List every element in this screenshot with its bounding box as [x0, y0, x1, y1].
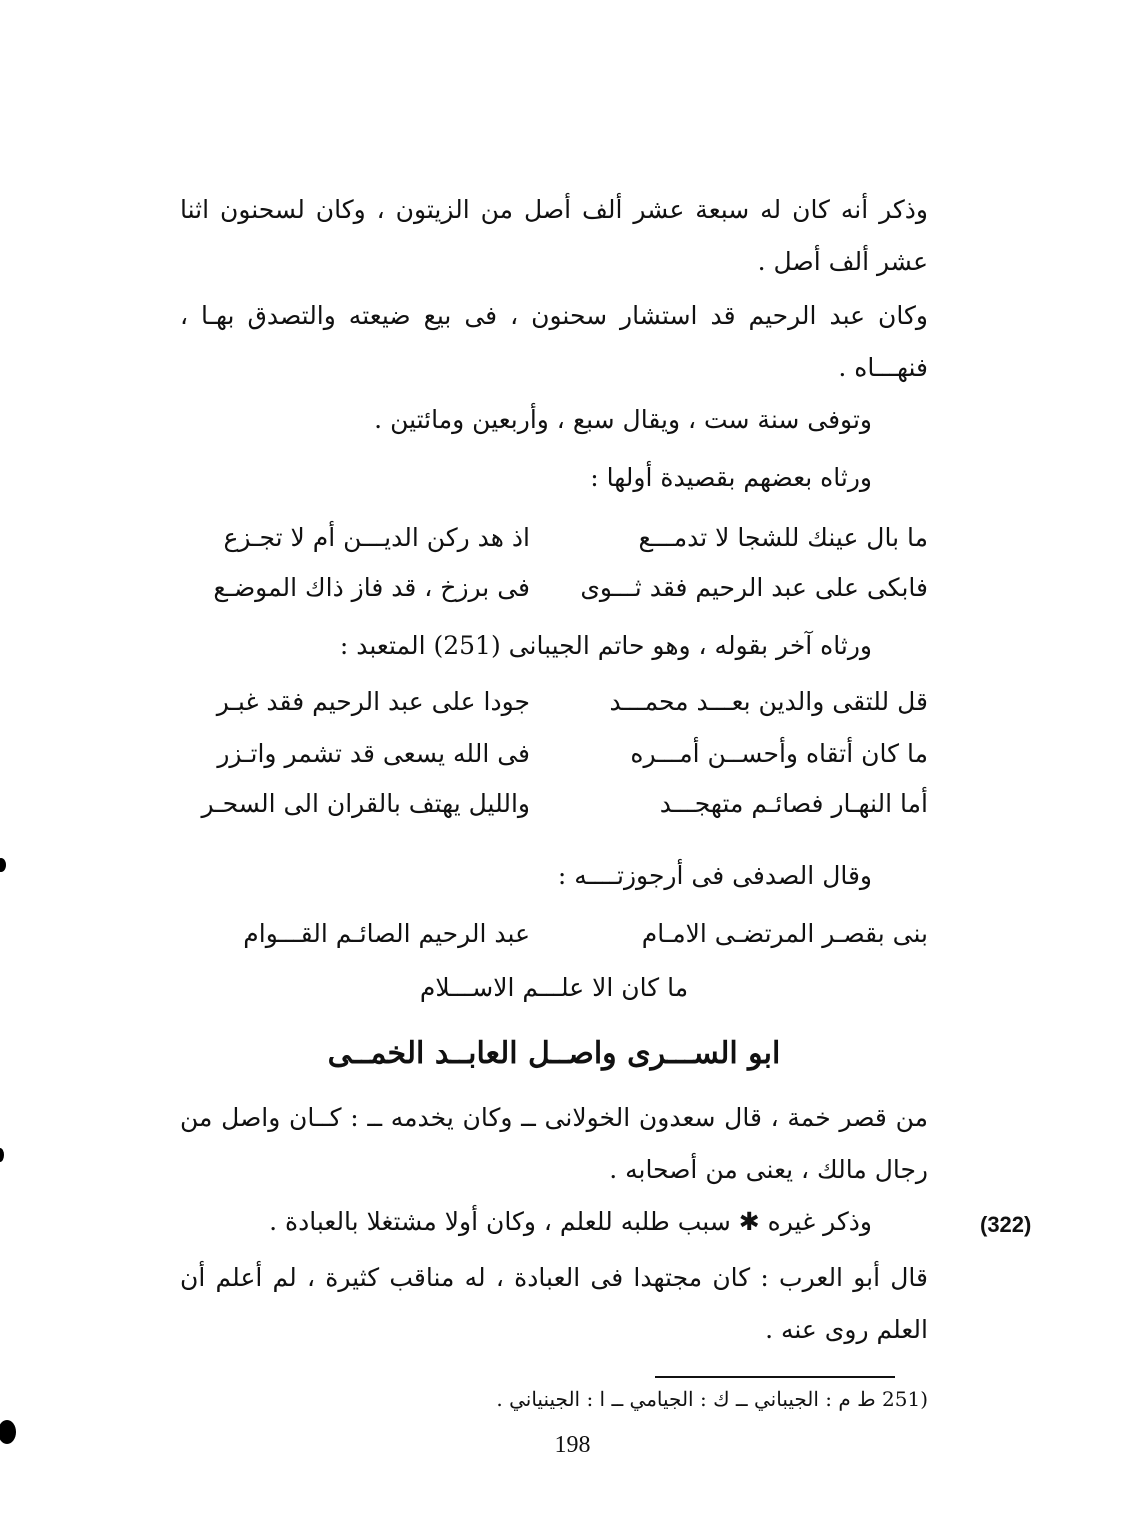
paragraph-4: ورثاه بعضهم بقصيدة أولها : — [590, 463, 872, 492]
verse-second-hemistich: عبد الرحيم الصائـم القـــوام — [243, 919, 530, 948]
scan-mark — [0, 858, 6, 872]
verse-first-hemistich: قل للتقى والدين بعـــد محمـــد — [609, 687, 928, 716]
footnote: (251 ط م : الجيباني ــ ك : الجيامي ــ ا : الجينياني . — [496, 1387, 928, 1411]
paragraph-3: وتوفى سنة ست ، ويقال سبع ، وأربعين ومائتين . — [374, 405, 872, 434]
section-heading: ابو الســـرى واصــل العابــد الخمــى — [327, 1036, 781, 1071]
page-number: 198 — [554, 1432, 591, 1458]
verse-second-hemistich: والليل يهتف بالقران الى السحـر — [201, 789, 530, 818]
scan-mark — [0, 1148, 4, 1162]
footnote-rule — [655, 1376, 895, 1378]
verse-second-hemistich: جودا على عبد الرحيم فقد غبـر — [216, 687, 530, 716]
section-paragraph-3: قال أبو العرب : كان مجتهدا فى العبادة ، له مناقب كثيرة ، لم أعلم أن العلم روى عنه . — [180, 1263, 928, 1344]
paragraph-1: وذكر أنه كان له سبعة عشر ألف أصل من الزيتون ، وكان لسحنون اثنا عشر ألف أصل . — [180, 195, 928, 276]
verse-second-hemistich: اذ هد ركن الديـــن أم لا تجـزع — [223, 523, 530, 552]
verse-second-hemistich: فى الله يسعى قد تشمر واتـزر — [217, 739, 530, 768]
verse-first-hemistich: ما بال عينك للشجا لا تدمـــع — [638, 523, 928, 552]
poem2-intro: ورثاه آخر بقوله ، وهو حاتم الجيبانى (251) المتعبد : — [339, 631, 872, 660]
section-paragraph-1: من قصر خمة ، قال سعدون الخولانى ــ وكان يخدمه ــ : كــان واصل من رجال مالك ، يعنى من أصحابه . — [180, 1103, 928, 1184]
paragraph-2: وكان عبد الرحيم قد استشار سحنون ، فى بيع ضيعته والتصدق بهـا ، فنهـــاه . — [180, 301, 928, 382]
verse-first-hemistich: أما النهـار فصائـم متهجـــد — [659, 789, 928, 818]
poem3-intro: وقال الصدفى فى أرجوزتــــه : — [557, 861, 872, 890]
verse-first-hemistich: ما كان أتقاه وأحســن أمـــره — [630, 739, 928, 768]
verse-first-hemistich: فابكى على عبد الرحيم فقد ثـــوى — [580, 573, 928, 602]
poem3-last-line: ما كان الا علـــم الاســـلام — [419, 973, 689, 1002]
verse-second-hemistich: فى برزخ ، قد فاز ذاك الموضـع — [213, 573, 530, 602]
verse-first-hemistich: بنى بقصـر المرتضـى الامـام — [641, 919, 928, 948]
section-paragraph-2: وذكر غيره ✱ سبب طلبه للعلم ، وكان أولا مشتغلا بالعبادة . — [269, 1207, 872, 1236]
margin-number: (322) — [980, 1212, 1032, 1237]
